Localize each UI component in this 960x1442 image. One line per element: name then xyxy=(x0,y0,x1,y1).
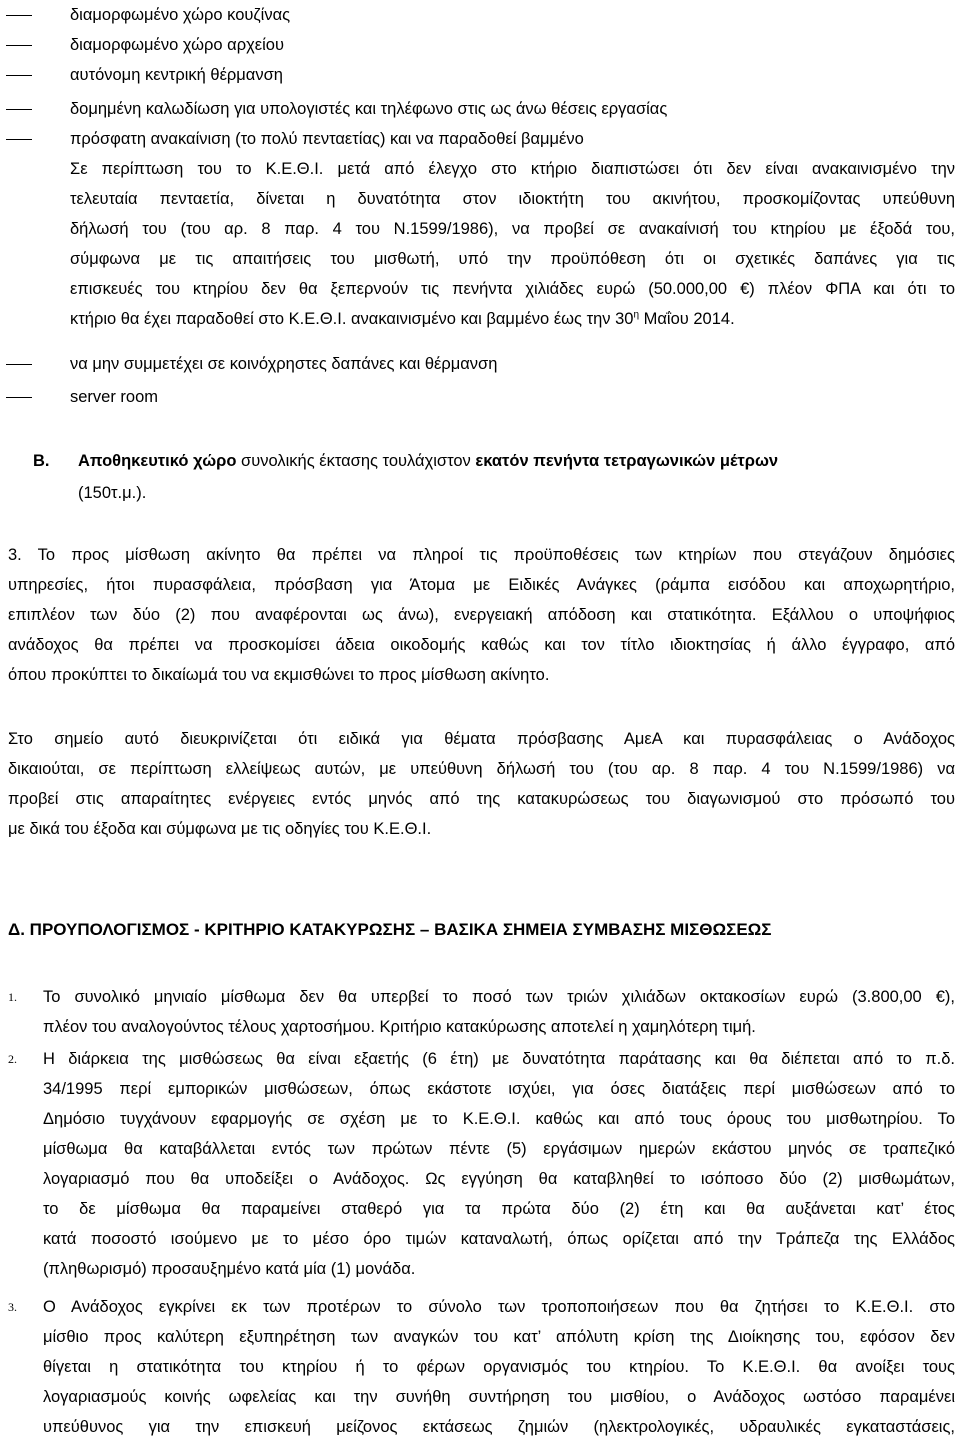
paragraph-line: Δημόσιο τυγχάνουν εφαρμογής σε σχέση με το Κ.Ε.Θ.Ι. καθώς και από τους όρους του μισθωτηρίου. Το xyxy=(43,1110,955,1128)
paragraph-line: επιπλέον των δύο (2) που αναφέρονται ως άνω), ενεργειακή απόδοση και στατικότητα. Εξάλλου ο υποψήφιος xyxy=(8,606,955,624)
bold-text: Αποθηκευτικό χώρο xyxy=(78,452,237,470)
numbered-item-text xyxy=(43,982,955,1042)
amea-paragraph xyxy=(8,724,955,844)
bold-text: εκατόν πενήντα τετραγωνικών μέτρων xyxy=(475,452,779,470)
superscript: η xyxy=(633,309,640,321)
list-number: 3. xyxy=(8,1300,17,1314)
paragraph-line: υπηρεσίες, ήτοι πυρασφάλεια, πρόσβαση για Άτομα με Ειδικές Ανάγκες (ράμπα εισόδου και αποχωρητήριο, xyxy=(8,576,955,594)
list-item-text: διαμορφωμένο χώρο αρχείου xyxy=(70,36,284,54)
paragraph-line: Στο σημείο αυτό διευκρινίζεται ότι ειδικά για θέματα πρόσβασης ΑμεΑ και πυρασφάλειας ο Ανάδοχος xyxy=(8,730,955,748)
line-text: κτήριο θα έχει παραδοθεί στο Κ.Ε.Θ.Ι. ανακαινισμένο και βαμμένο έως την 30 xyxy=(70,310,634,328)
paragraph-line: μίσθωμα θα καταβάλλεται εντός των πρώτων πέντε (5) εργάσιμων ημερών εκάστου μηνός σε τραπεζικό xyxy=(43,1140,955,1158)
line-text: Μαΐου 2014. xyxy=(639,310,735,328)
paragraph-line: δικαιούται, σε περίπτωση ελλείψεως αυτών, με υπεύθυνη δήλωσή του (του αρ. 8 παρ. 4 του Ν.1599/1986) να xyxy=(8,760,955,778)
paragraph-line: Σε περίπτωση του το Κ.Ε.Θ.Ι. μετά από έλεγχο στο κτήριο διαπιστώσει ότι δεν είναι ανακαινισμένο την xyxy=(70,160,955,178)
paragraph-line: 34/1995 περί εμπορικών μισθώσεων, όπως εκάστοτε ισχύει, για όσες διατάξεις περί μισθώσεων από το xyxy=(43,1080,955,1098)
section-b-line2: (150τ.μ.). xyxy=(78,484,147,502)
paragraph-line: Το συνολικό μηνιαίο μίσθωμα δεν θα υπερβεί το ποσό των τριών χιλιάδων οκτακοσίων ευρώ (3.800,00 €), xyxy=(43,988,955,1006)
paragraph-line: κατά ποσοστό ισούμενο με το μέσο όρο τιμών καταναλωτή, όπως ορίζεται από την Τράπεζα της Ελλάδος xyxy=(43,1230,955,1248)
paragraph-line xyxy=(70,304,955,334)
list-number: 1. xyxy=(8,990,17,1004)
list-item-text: διαμορφωμένο χώρο κουζίνας xyxy=(70,6,291,24)
section-b-label: Β. xyxy=(33,452,50,470)
numbered-item-text xyxy=(43,1292,955,1442)
paragraph-line: λογαριασμούς κοινής ωφελείας και την συνήθη συντήρηση του μισθίου, ο Ανάδοχος ωστόσο παραμένει xyxy=(43,1388,955,1406)
list-item-text: δομημένη καλωδίωση για υπολογιστές και τηλέφωνο στις ως άνω θέσεις εργασίας xyxy=(70,100,668,118)
paragraph-line: όπου προκύπτει το δικαίωμά του να εκμισθώνει το προς μίσθωση ακίνητο. xyxy=(8,666,550,684)
paragraph-line: λογαριασμό που θα υποδείξει ο Ανάδοχος. Ως εγγύηση θα καταβληθεί το ισόποσο δύο (2) μισθωμάτων, xyxy=(43,1170,955,1188)
list-number: 2. xyxy=(8,1052,17,1066)
list-item-text: πρόσφατη ανακαίνιση (το πολύ πενταετίας) και να παραδοθεί βαμμένο xyxy=(70,130,584,148)
paragraph-line: θίγεται η στατικότητα του κτηρίου ή το φέρων οργανισμός του κτηρίου. Το Κ.Ε.Θ.Ι. θα ανοίξει τους xyxy=(43,1358,955,1376)
list-item-text: server room xyxy=(70,388,159,406)
paragraph-line: προβεί στις απαραίτητες ενέργειες εντός μηνός από της κατακυρώσεως του διαγωνισμού στο πρόσωπό του xyxy=(8,790,955,808)
paragraph-line: σύμφωνα με τις απαιτήσεις του μισθωτή, υπό την προϋπόθεση ότι οι σχετικές δαπάνες για τις xyxy=(70,250,955,268)
paragraph-line: Ο Ανάδοχος εγκρίνει εκ των προτέρων το σύνολο των τροποποιήσεων που θα ζητήσει το Κ.Ε.Θ.Ι. στο xyxy=(43,1298,955,1316)
paragraph-line: 3. Το προς μίσθωση ακίνητο θα πρέπει να πληροί τις προϋποθέσεις των κτηρίων που στεγάζουν δημόσιες xyxy=(8,546,955,564)
paragraph-line: δήλωσή του (του αρ. 8 παρ. 4 του Ν.1599/1986), να προβεί σε ανακαίνισή του κτηρίου με έξοδά του, xyxy=(70,220,955,238)
section-d-heading: Δ. ΠΡΟΥΠΟΛΟΓΙΣΜΟΣ - ΚΡΙΤΗΡΙΟ ΚΑΤΑΚΥΡΩΣΗΣ – ΒΑΣΙΚΑ ΣΗΜΕΙΑ ΣΥΜΒΑΣΗΣ ΜΙΣΘΩΣΕΩΣ xyxy=(8,920,772,939)
paragraph-line: Η διάρκεια της μισθώσεως θα είναι εξαετής (6 έτη) με δυνατότητα παράτασης και θα διέπεται από το π.δ. xyxy=(43,1050,955,1068)
paragraph-line: τελευταία πενταετία, δίνεται η δυνατότητα στον ιδιοκτήτη του ακινήτου, προσκομίζοντας υπεύθυνη xyxy=(70,190,955,208)
paragraph-line: επισκευές του κτηρίου δεν θα ξεπερνούν τις πενήντα χιλιάδες ευρώ (50.000,00 €) πλέον ΦΠΑ και ότι το xyxy=(70,280,955,298)
section-b-text xyxy=(78,446,778,476)
point-3-block xyxy=(8,540,955,690)
renovation-paragraph xyxy=(70,154,955,334)
paragraph-line: ανάδοχος θα πρέπει να προσκομίσει άδεια οικοδομής καθώς και τον τίτλο ιδιοκτησίας ή άλλο έγγραφο, από xyxy=(8,636,955,654)
numbered-item-text xyxy=(43,1044,955,1284)
paragraph-line: υπεύθυνος για την επισκευή μείζονος εκτάσεως ζημιών (ηλεκτρολογικές, υδραυλικές εγκαταστάσεις, xyxy=(43,1418,955,1436)
paragraph-line: πλέον του αναλογούντος τέλους χαρτοσήμου. Κριτήριο κατακύρωσης αποτελεί η χαμηλότερη τιμή. xyxy=(43,1018,756,1036)
list-item-text: αυτόνομη κεντρική θέρμανση xyxy=(70,66,283,84)
paragraph-line: με δικά του έξοδα και σύμφωνα με τις οδηγίες του Κ.Ε.Θ.Ι. xyxy=(8,820,432,838)
paragraph-line: το δε μίσθωμα θα παραμείνει σταθερό για τα πρώτα δύο (2) έτη και θα αυξάνεται κατ’ έτος xyxy=(43,1200,955,1218)
normal-text: συνολικής έκτασης τουλάχιστον xyxy=(236,452,476,470)
paragraph-line: (πληθωρισμό) προσαυξημένο κατά μία (1) μονάδα. xyxy=(43,1260,416,1278)
list-item-text: να μην συμμετέχει σε κοινόχρηστες δαπάνες και θέρμανση xyxy=(70,355,498,373)
paragraph-line: μίσθιο προς καλύτερη εξυπηρέτηση των αναγκών του κατ’ απόλυτη κρίση της Διοίκησης του, εφόσον δεν xyxy=(43,1328,955,1346)
